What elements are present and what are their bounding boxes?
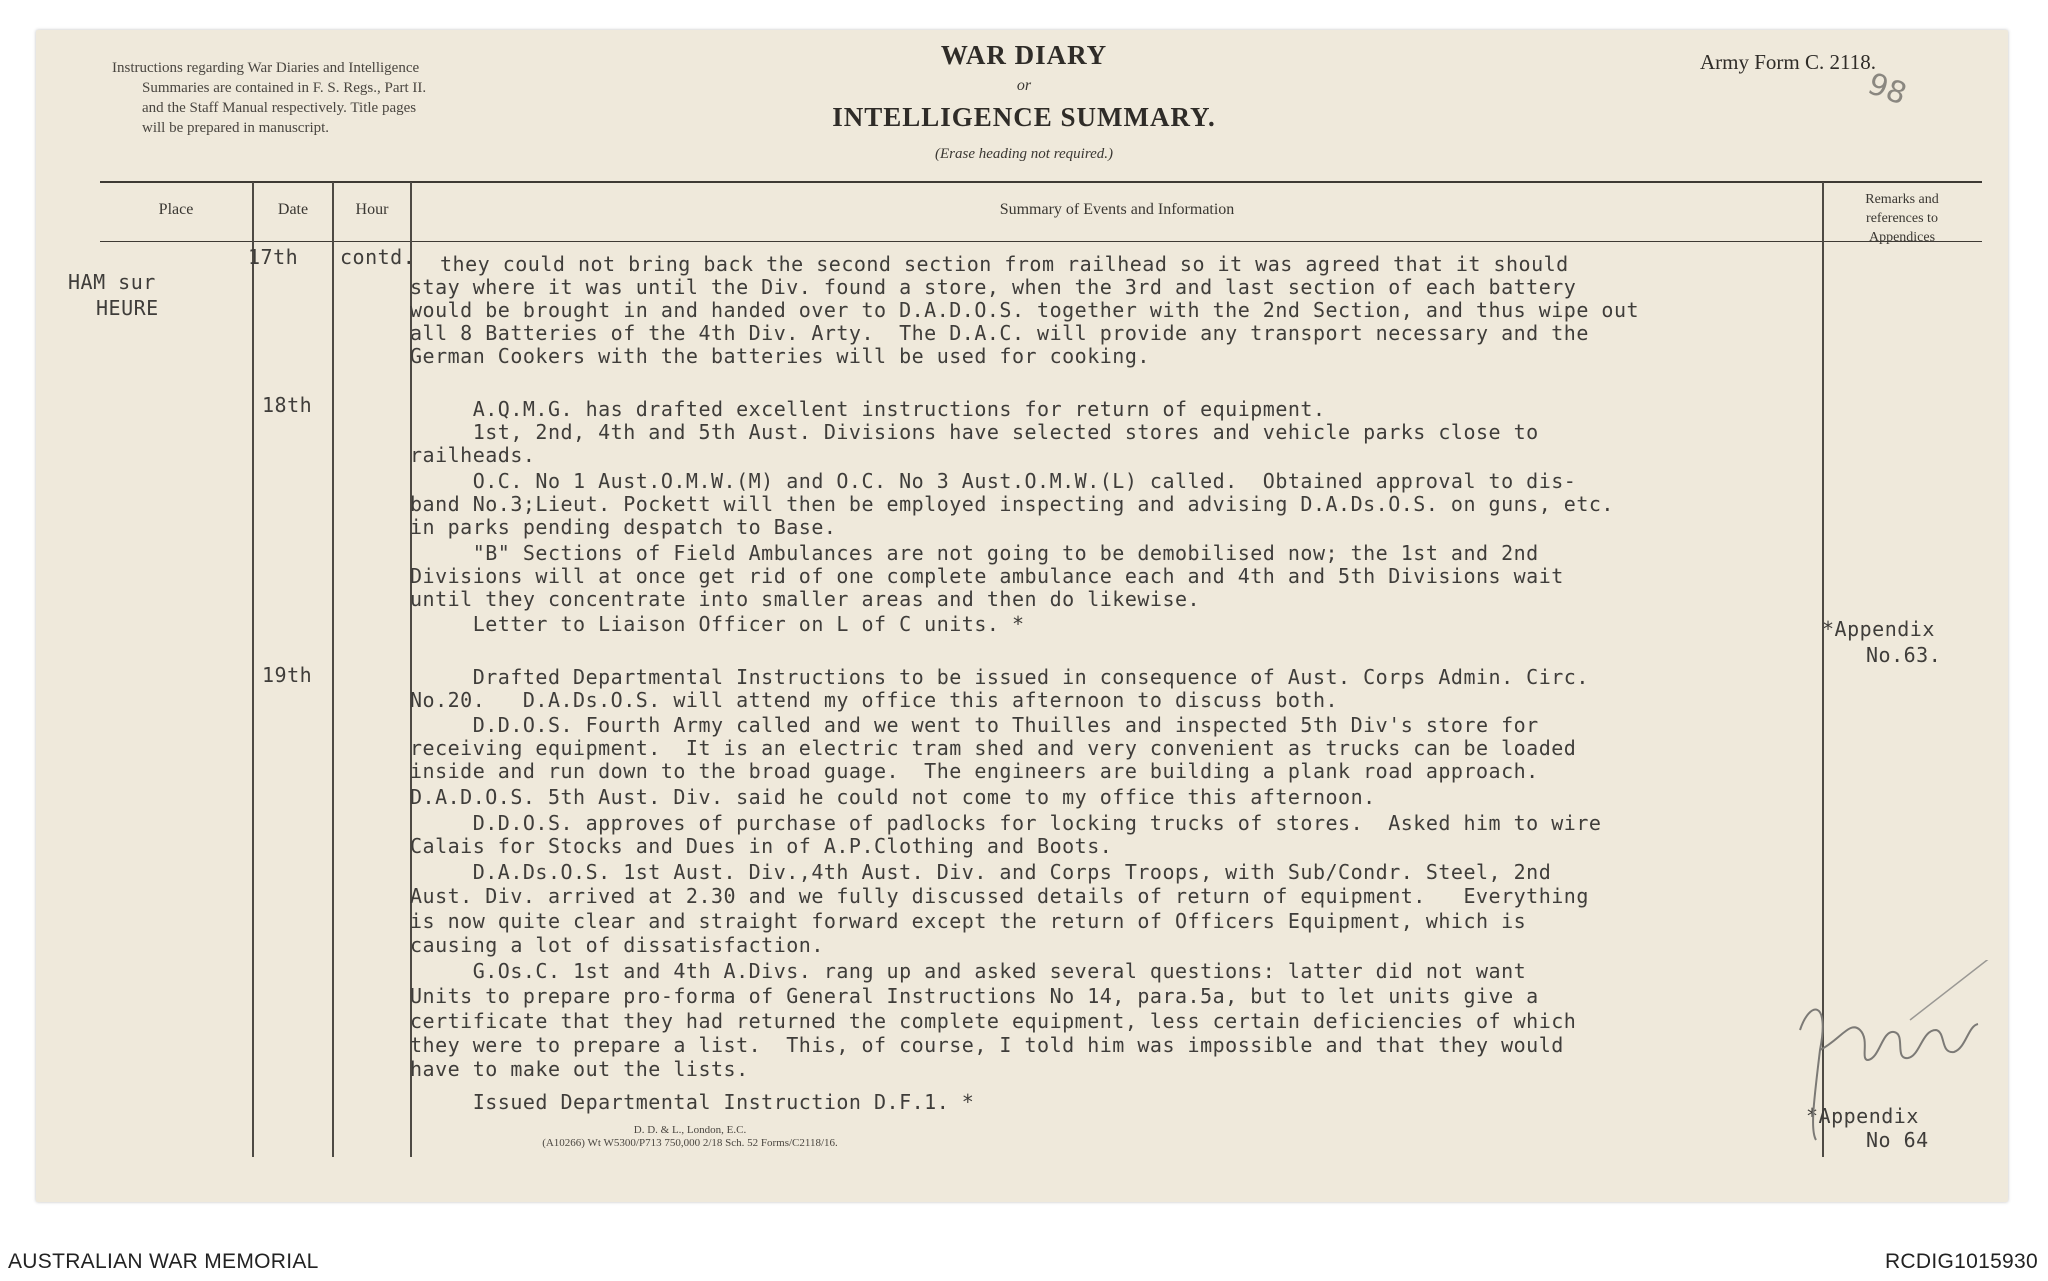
summary-line: Drafted Departmental Instructions to be issued in consequence of Aust. Corps Admin. Circ. [410, 665, 1589, 689]
summary-line: 1st, 2nd, 4th and 5th Aust. Divisions have selected stores and vehicle parks close to [410, 420, 1539, 444]
header-bottom-rule [100, 241, 1982, 242]
summary-line: O.C. No 1 Aust.O.M.W.(M) and O.C. No 3 Aust.O.M.W.(L) called. Obtained approval to dis- [410, 469, 1577, 493]
instructions-line: and the Staff Manual respectively. Title pages [142, 100, 417, 116]
summary-line: receiving equipment. It is an electric tram shed and very convenient as trucks can be loaded [410, 736, 1577, 760]
summary-line: have to make out the lists. [410, 1057, 749, 1081]
summary-line: D.A.Ds.O.S. 1st Aust. Div.,4th Aust. Div. and Corps Troops, with Sub/Condr. Steel, 2nd [410, 860, 1552, 884]
printer-imprint-line2: (A10266) Wt W5300/P713 750,000 2/18 Sch. 52 Forms/C2118/16. [542, 1137, 838, 1149]
summary-line: G.Os.C. 1st and 4th A.Divs. rang up and asked several questions: latter did not want [410, 959, 1527, 983]
date-entry-contd: contd. [340, 245, 416, 269]
date-entry-18th: 18th [262, 393, 313, 417]
summary-line: is now quite clear and straight forward except the return of Officers Equipment, which is [410, 909, 1527, 933]
pencil-page-number: 98 [1863, 66, 1912, 113]
summary-line: D.A.D.O.S. 5th Aust. Div. said he could not come to my office this afternoon. [410, 785, 1376, 809]
place-entry: HAM sur [68, 270, 156, 294]
summary-line: "B" Sections of Field Ambulances are not going to be demobilised now; the 1st and 2nd [410, 541, 1539, 565]
summary-line: German Cookers with the batteries will be used for cooking. [410, 344, 1150, 368]
place-entry: HEURE [96, 296, 159, 320]
place-date-divider [252, 182, 254, 1157]
summary-line: all 8 Batteries of the 4th Div. Arty. The D.A.C. will provide any transport necessary and the [410, 321, 1589, 345]
summary-line: Divisions will at once get rid of one complete ambulance each and 4th and 5th Divisions wait [410, 564, 1564, 588]
instructions-line: Summaries are contained in F. S. Regs., Part II. [142, 80, 427, 96]
summary-line: they could not bring back the second section from railhead so it was agreed that it should [440, 252, 1569, 276]
remarks-header-line: references to [1866, 211, 1938, 226]
summary-line: in parks pending despatch to Base. [410, 515, 837, 539]
appendix-63-label: *Appendix [1822, 617, 1935, 641]
title-war-diary: WAR DIARY [940, 40, 1108, 70]
summary-line: Aust. Div. arrived at 2.30 and we fully discussed details of return of equipment. Everything [410, 884, 1589, 908]
summary-line: causing a lot of dissatisfaction. [410, 933, 824, 957]
summary-line: A.Q.M.G. has drafted excellent instructions for return of equipment. [410, 397, 1326, 421]
title-intelligence-summary: INTELLIGENCE SUMMARY. [832, 102, 1216, 132]
column-header-remarks [1824, 190, 1980, 247]
column-header-summary: Summary of Events and Information [999, 201, 1235, 218]
summary-line: Units to prepare pro-forma of General Instructions No 14, para.5a, but to let units give a [410, 984, 1539, 1008]
column-header-place: Place [158, 201, 194, 218]
summary-line: would be brought in and handed over to D.A.D.O.S. together with the 2nd Section, and thus wipe out [410, 298, 1640, 322]
table-top-rule [100, 181, 1982, 183]
date-entry-17th: 17th [248, 245, 299, 269]
summary-line: Calais for Stocks and Dues in of A.P.Clothing and Boots. [410, 834, 1113, 858]
summary-line: inside and run down to the broad guage. The engineers are building a plank road approach. [410, 759, 1539, 783]
date-entry-19th: 19th [262, 663, 313, 687]
summary-line: D.D.O.S. approves of purchase of padlocks for locking trucks of stores. Asked him to wire [410, 811, 1602, 835]
instructions-line: Instructions regarding War Diaries and Intelligence [112, 60, 420, 76]
summary-line: Letter to Liaison Officer on L of C units. * [410, 612, 1025, 636]
summary-line: they were to prepare a list. This, of course, I told him was impossible and that they would [410, 1033, 1564, 1057]
archive-name: AUSTRALIAN WAR MEMORIAL [8, 1250, 319, 1273]
column-header-hour: Hour [355, 201, 389, 218]
summary-line: D.D.O.S. Fourth Army called and we went to Thuilles and inspected 5th Div's store for [410, 713, 1539, 737]
appendix-63-number: No.63. [1866, 643, 1942, 667]
date-hour-divider [332, 182, 334, 1157]
summary-line: certificate that they had returned the complete equipment, less certain deficiencies of which [410, 1009, 1577, 1033]
erase-note: (Erase heading not required.) [934, 146, 1114, 162]
army-form-number: Army Form C. 2118. [1700, 50, 1876, 74]
column-header-date: Date [277, 201, 309, 218]
appendix-64-label: *Appendix [1806, 1104, 1919, 1128]
instructions-line: will be prepared in manuscript. [142, 120, 330, 136]
title-or: or [1016, 77, 1032, 94]
summary-line: band No.3;Lieut. Pockett will then be employed inspecting and advising D.A.Ds.O.S. on guns, etc. [410, 492, 1614, 516]
summary-line: No.20. D.A.Ds.O.S. will attend my office this afternoon to discuss both. [410, 688, 1339, 712]
remarks-header-line: Appendices [1868, 230, 1936, 245]
summary-line: Issued Departmental Instruction D.F.1. * [410, 1090, 975, 1114]
remarks-header-line: Remarks and [1865, 192, 1939, 207]
summary-line: until they concentrate into smaller areas and then do likewise. [410, 587, 1201, 611]
handwritten-signature [1790, 960, 2010, 1160]
appendix-64-number: No 64 [1866, 1128, 1929, 1152]
printer-imprint-line1: D. D. & L., London, E.C. [633, 1124, 747, 1136]
summary-line: railheads. [410, 443, 536, 467]
summary-line: stay where it was until the Div. found a store, when the 3rd and last section of each battery [410, 275, 1577, 299]
archive-id: RCDIG1015930 [1884, 1250, 2038, 1273]
